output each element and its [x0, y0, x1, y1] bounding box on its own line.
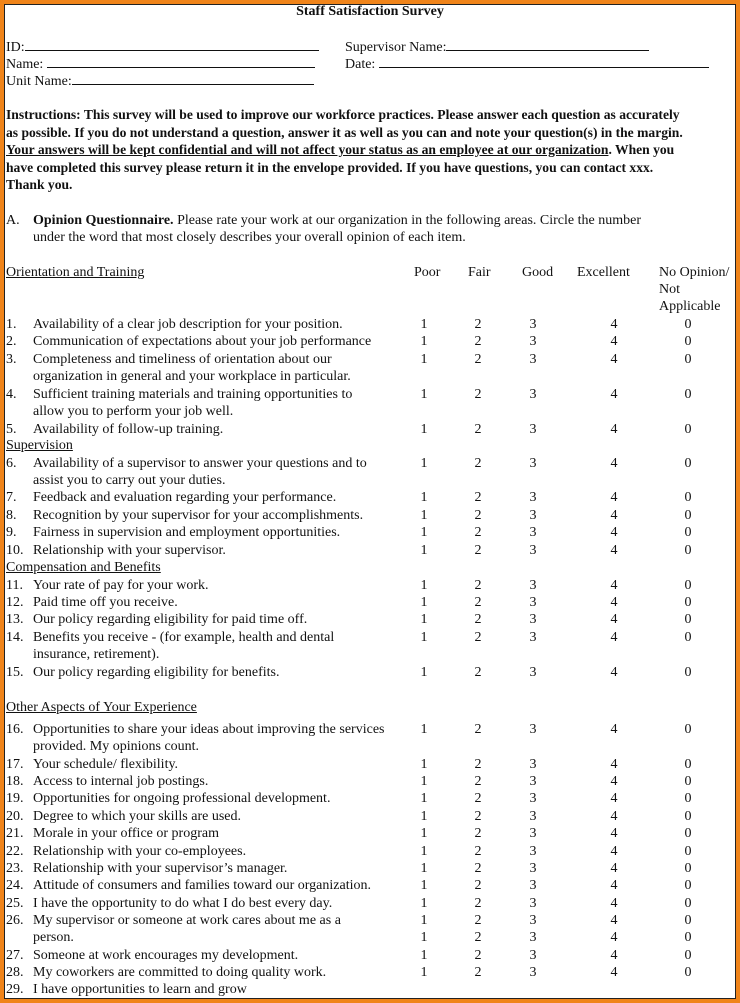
rating-option-3[interactable]: 3	[529, 456, 537, 471]
question-number: 9.	[6, 525, 17, 540]
rating-option-3[interactable]: 3	[529, 422, 537, 437]
rating-option-4[interactable]: 4	[610, 352, 618, 367]
question-number: 10.	[6, 543, 24, 558]
section-heading: Orientation and Training	[6, 265, 145, 280]
rating-option-2[interactable]: 2	[474, 791, 482, 806]
rating-option-0[interactable]: 0	[684, 791, 692, 806]
rating-option-3[interactable]: 3	[529, 861, 537, 876]
question-text: Fairness in supervision and employment opportunities.	[33, 525, 341, 540]
rating-option-0[interactable]: 0	[684, 508, 692, 523]
rating-option-2[interactable]: 2	[474, 930, 482, 945]
rating-option-4[interactable]: 4	[610, 913, 618, 928]
rating-option-2[interactable]: 2	[474, 861, 482, 876]
column-header-fair: Fair	[468, 265, 491, 280]
rating-option-3[interactable]: 3	[529, 878, 537, 893]
rating-option-4[interactable]: 4	[610, 809, 618, 824]
rating-option-2[interactable]: 2	[474, 878, 482, 893]
rating-option-3[interactable]: 3	[529, 948, 537, 963]
rating-option-2[interactable]: 2	[474, 612, 482, 627]
rating-option-0[interactable]: 0	[684, 630, 692, 645]
question-text: I have the opportunity to do what I do best every day.	[33, 896, 333, 911]
rating-option-3[interactable]: 3	[529, 965, 537, 980]
rating-option-0[interactable]: 0	[684, 757, 692, 772]
rating-option-2[interactable]: 2	[474, 896, 482, 911]
rating-option-1[interactable]: 1	[420, 612, 428, 627]
question-number: 18.	[6, 774, 24, 789]
rating-option-0[interactable]: 0	[684, 525, 692, 540]
rating-option-4[interactable]: 4	[610, 878, 618, 893]
rating-option-2[interactable]: 2	[474, 844, 482, 859]
id-field[interactable]	[6, 38, 319, 56]
question-text: Sufficient training materials and training opportunities to	[33, 387, 353, 402]
question-number: 22.	[6, 844, 24, 859]
rating-option-2[interactable]: 2	[474, 352, 482, 367]
rating-option-3[interactable]: 3	[529, 595, 537, 610]
question-number: 3.	[6, 352, 17, 367]
rating-option-4[interactable]: 4	[610, 965, 618, 980]
rating-option-2[interactable]: 2	[474, 490, 482, 505]
rating-option-3[interactable]: 3	[529, 543, 537, 558]
rating-option-3[interactable]: 3	[529, 508, 537, 523]
question-number: 17.	[6, 757, 24, 772]
rating-option-0[interactable]: 0	[684, 422, 692, 437]
question-text: Someone at work encourages my development.	[33, 948, 299, 963]
rating-option-1[interactable]: 1	[420, 387, 428, 402]
name-line[interactable]	[47, 55, 315, 68]
column-header-no-opinion: Not	[659, 282, 680, 297]
rating-option-4[interactable]: 4	[610, 757, 618, 772]
date-label: Date:	[345, 57, 376, 72]
question-number: 2.	[6, 334, 17, 349]
rating-option-1[interactable]: 1	[420, 490, 428, 505]
rating-option-0[interactable]: 0	[684, 490, 692, 505]
rating-option-0[interactable]: 0	[684, 896, 692, 911]
rating-option-0[interactable]: 0	[684, 861, 692, 876]
rating-option-3[interactable]: 3	[529, 826, 537, 841]
rating-option-0[interactable]: 0	[684, 387, 692, 402]
question-text: I have opportunities to learn and grow	[33, 982, 247, 997]
rating-option-1[interactable]: 1	[420, 508, 428, 523]
question-number: 26.	[6, 913, 24, 928]
question-text: Benefits you receive - (for example, health and dental	[33, 630, 335, 645]
section-heading: Compensation and Benefits	[6, 560, 161, 575]
rating-option-2[interactable]: 2	[474, 317, 482, 332]
rating-option-0[interactable]: 0	[684, 913, 692, 928]
rating-option-0[interactable]: 0	[684, 352, 692, 367]
rating-option-2[interactable]: 2	[474, 595, 482, 610]
rating-option-2[interactable]: 2	[474, 508, 482, 523]
question-text: person.	[33, 930, 74, 945]
rating-option-1[interactable]: 1	[420, 930, 428, 945]
id-line[interactable]	[25, 38, 319, 51]
name-label: Name:	[6, 57, 44, 72]
rating-option-1[interactable]: 1	[420, 317, 428, 332]
rating-option-2[interactable]: 2	[474, 334, 482, 349]
rating-option-4[interactable]: 4	[610, 844, 618, 859]
rating-option-4[interactable]: 4	[610, 525, 618, 540]
rating-option-2[interactable]: 2	[474, 543, 482, 558]
rating-option-1[interactable]: 1	[420, 809, 428, 824]
question-number: 5.	[6, 422, 17, 437]
section-a-heading: Opinion Questionnaire.	[33, 213, 174, 228]
question-number: 14.	[6, 630, 24, 645]
rating-option-2[interactable]: 2	[474, 578, 482, 593]
rating-option-1[interactable]: 1	[420, 525, 428, 540]
rating-option-0[interactable]: 0	[684, 948, 692, 963]
rating-option-0[interactable]: 0	[684, 722, 692, 737]
supervisor-line[interactable]	[446, 38, 649, 51]
rating-option-0[interactable]: 0	[684, 456, 692, 471]
column-header-no-opinion: Applicable	[659, 299, 721, 314]
question-text: Degree to which your skills are used.	[33, 809, 241, 824]
rating-option-0[interactable]: 0	[684, 930, 692, 945]
rating-option-3[interactable]: 3	[529, 722, 537, 737]
question-number: 6.	[6, 456, 17, 471]
question-number: 20.	[6, 809, 24, 824]
rating-option-2[interactable]: 2	[474, 757, 482, 772]
question-text: Communication of expectations about your job performance	[33, 334, 372, 349]
rating-option-4[interactable]: 4	[610, 612, 618, 627]
rating-option-4[interactable]: 4	[610, 896, 618, 911]
rating-option-1[interactable]: 1	[420, 948, 428, 963]
question-text: Availability of follow-up training.	[33, 422, 224, 437]
unit-line[interactable]	[72, 72, 314, 85]
rating-option-1[interactable]: 1	[420, 913, 428, 928]
unit-field[interactable]	[6, 72, 314, 90]
rating-option-3[interactable]: 3	[529, 630, 537, 645]
rating-option-4[interactable]: 4	[610, 387, 618, 402]
section-a-text-2: under the word that most closely describes your overall opinion of each item.	[33, 230, 466, 245]
section-a-letter: A.	[6, 213, 20, 228]
rating-option-3[interactable]: 3	[529, 896, 537, 911]
question-text: Access to internal job postings.	[33, 774, 209, 789]
rating-option-3[interactable]: 3	[529, 387, 537, 402]
rating-option-4[interactable]: 4	[610, 543, 618, 558]
column-header-excellent: Excellent	[577, 265, 630, 280]
question-text: assist you to carry out your duties.	[33, 473, 226, 488]
id-label: ID:	[6, 40, 25, 55]
question-text: Relationship with your co-employees.	[33, 844, 247, 859]
rating-option-1[interactable]: 1	[420, 334, 428, 349]
question-number: 16.	[6, 722, 24, 737]
rating-option-2[interactable]: 2	[474, 774, 482, 789]
rating-option-0[interactable]: 0	[684, 878, 692, 893]
question-text: organization in general and your workplace in particular.	[33, 369, 351, 384]
question-text: provided. My opinions count.	[33, 739, 200, 754]
rating-option-1[interactable]: 1	[420, 543, 428, 558]
rating-option-4[interactable]: 4	[610, 508, 618, 523]
rating-option-4[interactable]: 4	[610, 317, 618, 332]
rating-option-1[interactable]: 1	[420, 844, 428, 859]
question-text: Recognition by your supervisor for your accomplishments.	[33, 508, 364, 523]
rating-option-4[interactable]: 4	[610, 456, 618, 471]
question-text: Morale in your office or program	[33, 826, 219, 841]
rating-option-4[interactable]: 4	[610, 665, 618, 680]
question-text: Opportunities to share your ideas about improving the services	[33, 722, 385, 737]
rating-option-0[interactable]: 0	[684, 612, 692, 627]
question-text: Relationship with your supervisor.	[33, 543, 226, 558]
question-text: Relationship with your supervisor’s manager.	[33, 861, 288, 876]
supervisor-field[interactable]	[345, 38, 649, 56]
rating-option-1[interactable]: 1	[420, 896, 428, 911]
question-number: 7.	[6, 490, 17, 505]
rating-option-0[interactable]: 0	[684, 774, 692, 789]
question-text: My supervisor or someone at work cares about me as a	[33, 913, 341, 928]
rating-option-3[interactable]: 3	[529, 791, 537, 806]
question-number: 29.	[6, 982, 24, 997]
rating-option-2[interactable]: 2	[474, 826, 482, 841]
column-header-no-opinion: No Opinion/	[659, 265, 730, 280]
rating-option-4[interactable]: 4	[610, 334, 618, 349]
rating-option-3[interactable]: 3	[529, 665, 537, 680]
question-text: My coworkers are committed to doing quality work.	[33, 965, 327, 980]
rating-option-3[interactable]: 3	[529, 352, 537, 367]
rating-option-1[interactable]: 1	[420, 757, 428, 772]
rating-option-0[interactable]: 0	[684, 826, 692, 841]
rating-option-1[interactable]: 1	[420, 861, 428, 876]
rating-option-2[interactable]: 2	[474, 387, 482, 402]
question-text: Our policy regarding eligibility for benefits.	[33, 665, 280, 680]
rating-option-0[interactable]: 0	[684, 317, 692, 332]
rating-option-4[interactable]: 4	[610, 826, 618, 841]
column-header-good: Good	[522, 265, 554, 280]
rating-option-1[interactable]: 1	[420, 878, 428, 893]
rating-option-4[interactable]: 4	[610, 578, 618, 593]
rating-option-4[interactable]: 4	[610, 948, 618, 963]
rating-option-1[interactable]: 1	[420, 456, 428, 471]
question-text: Your rate of pay for your work.	[33, 578, 209, 593]
rating-option-4[interactable]: 4	[610, 595, 618, 610]
question-number: 23.	[6, 861, 24, 876]
rating-option-1[interactable]: 1	[420, 422, 428, 437]
rating-option-1[interactable]: 1	[420, 965, 428, 980]
rating-option-3[interactable]: 3	[529, 490, 537, 505]
rating-option-1[interactable]: 1	[420, 595, 428, 610]
rating-option-3[interactable]: 3	[529, 612, 537, 627]
rating-option-3[interactable]: 3	[529, 317, 537, 332]
question-number: 12.	[6, 595, 24, 610]
rating-option-3[interactable]: 3	[529, 774, 537, 789]
rating-option-4[interactable]: 4	[610, 422, 618, 437]
rating-option-1[interactable]: 1	[420, 352, 428, 367]
section-heading: Other Aspects of Your Experience	[6, 700, 197, 715]
rating-option-2[interactable]: 2	[474, 456, 482, 471]
rating-option-1[interactable]: 1	[420, 665, 428, 680]
question-text: Availability of a clear job description for your position.	[33, 317, 343, 332]
rating-option-3[interactable]: 3	[529, 844, 537, 859]
rating-option-2[interactable]: 2	[474, 665, 482, 680]
rating-option-0[interactable]: 0	[684, 965, 692, 980]
question-number: 15.	[6, 665, 24, 680]
rating-option-1[interactable]: 1	[420, 630, 428, 645]
question-number: 27.	[6, 948, 24, 963]
instructions-confidential: Your answers will be kept confidential and will not affect your status as an employee at our organization	[6, 143, 609, 158]
date-field[interactable]	[345, 55, 709, 73]
page-title: Staff Satisfaction Survey	[296, 4, 444, 19]
question-text: Completeness and timeliness of orientation about our	[33, 352, 332, 367]
rating-option-2[interactable]: 2	[474, 809, 482, 824]
rating-option-0[interactable]: 0	[684, 595, 692, 610]
section-a-text: Please rate your work at our organization in the following areas. Circle the number	[173, 213, 641, 228]
rating-option-3[interactable]: 3	[529, 913, 537, 928]
question-number: 28.	[6, 965, 24, 980]
rating-option-4[interactable]: 4	[610, 722, 618, 737]
question-text: Availability of a supervisor to answer your questions and to	[33, 456, 367, 471]
rating-option-3[interactable]: 3	[529, 578, 537, 593]
rating-option-3[interactable]: 3	[529, 809, 537, 824]
instructions-text-end: . When you have completed this survey please return it in the envelope provided. If you have questions, you can contact xxx. Thank you.	[6, 143, 675, 193]
question-number: 1.	[6, 317, 17, 332]
question-number: 24.	[6, 878, 24, 893]
question-text: Attitude of consumers and families toward our organization.	[33, 878, 371, 893]
rating-option-2[interactable]: 2	[474, 948, 482, 963]
rating-option-2[interactable]: 2	[474, 630, 482, 645]
rating-option-3[interactable]: 3	[529, 757, 537, 772]
rating-option-2[interactable]: 2	[474, 422, 482, 437]
question-number: 8.	[6, 508, 17, 523]
rating-option-0[interactable]: 0	[684, 334, 692, 349]
question-text: Opportunities for ongoing professional development.	[33, 791, 331, 806]
rating-option-2[interactable]: 2	[474, 722, 482, 737]
rating-option-1[interactable]: 1	[420, 826, 428, 841]
rating-option-2[interactable]: 2	[474, 913, 482, 928]
rating-option-0[interactable]: 0	[684, 543, 692, 558]
question-number: 13.	[6, 612, 24, 627]
question-text: Your schedule/ flexibility.	[33, 757, 179, 772]
question-text: allow you to perform your job well.	[33, 404, 234, 419]
column-header-poor: Poor	[414, 265, 441, 280]
question-number: 25.	[6, 896, 24, 911]
rating-option-3[interactable]: 3	[529, 334, 537, 349]
rating-option-0[interactable]: 0	[684, 665, 692, 680]
rating-option-1[interactable]: 1	[420, 722, 428, 737]
question-number: 19.	[6, 791, 24, 806]
question-text: Paid time off you receive.	[33, 595, 178, 610]
rating-option-4[interactable]: 4	[610, 774, 618, 789]
rating-option-1[interactable]: 1	[420, 791, 428, 806]
question-number: 4.	[6, 387, 17, 402]
rating-option-4[interactable]: 4	[610, 791, 618, 806]
rating-option-4[interactable]: 4	[610, 490, 618, 505]
date-line[interactable]	[379, 55, 709, 68]
rating-option-0[interactable]: 0	[684, 578, 692, 593]
rating-option-3[interactable]: 3	[529, 525, 537, 540]
rating-option-4[interactable]: 4	[610, 930, 618, 945]
rating-option-2[interactable]: 2	[474, 525, 482, 540]
name-field[interactable]	[6, 55, 315, 73]
unit-label: Unit Name:	[6, 74, 72, 89]
rating-option-2[interactable]: 2	[474, 965, 482, 980]
rating-option-1[interactable]: 1	[420, 578, 428, 593]
question-text: Our policy regarding eligibility for paid time off.	[33, 612, 308, 627]
question-number: 11.	[6, 578, 23, 593]
rating-option-4[interactable]: 4	[610, 861, 618, 876]
supervisor-label: Supervisor Name:	[345, 40, 447, 55]
rating-option-4[interactable]: 4	[610, 630, 618, 645]
question-text: insurance, retirement).	[33, 647, 160, 662]
rating-option-1[interactable]: 1	[420, 774, 428, 789]
instructions	[6, 107, 685, 195]
question-text: Feedback and evaluation regarding your performance.	[33, 490, 337, 505]
rating-option-3[interactable]: 3	[529, 930, 537, 945]
section-a-intro	[33, 212, 641, 229]
instructions-text: Instructions: This survey will be used to improve our workforce practices. Please answer each question as accurately as possible. If you do not understand a question, answer it as well as you can and note your question(s) in the margin.	[6, 108, 683, 141]
question-number: 21.	[6, 826, 24, 841]
rating-option-0[interactable]: 0	[684, 809, 692, 824]
section-heading: Supervision	[6, 438, 73, 453]
rating-option-0[interactable]: 0	[684, 844, 692, 859]
